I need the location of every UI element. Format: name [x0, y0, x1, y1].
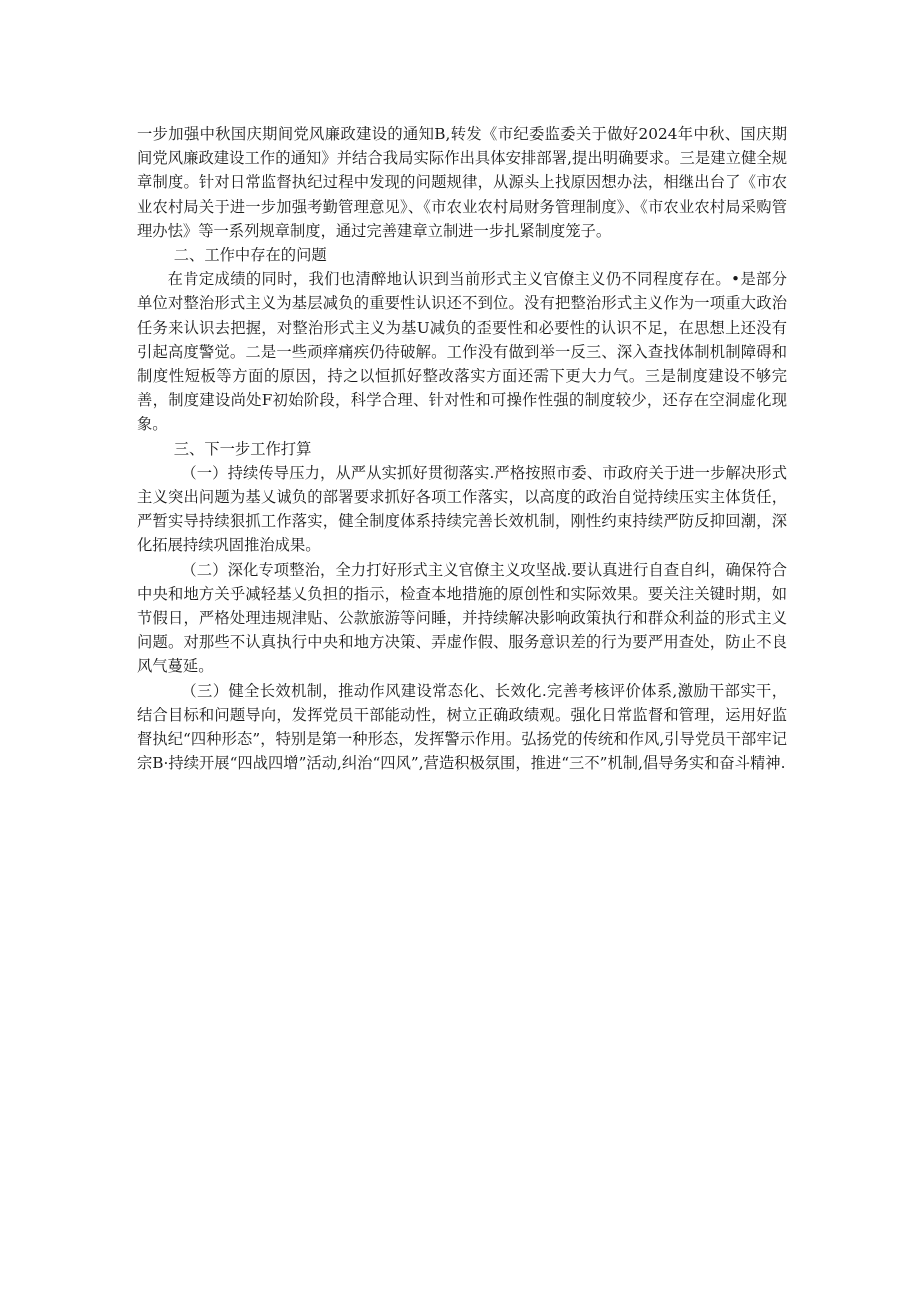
paragraph-continuation: 一步加强中秋国庆期间党风廉政建设的通知B,转发《市纪委监委关于做好2024年中秋、国庆期间党风廉政建设工作的通知》并结合我局实际作出具体安排部署,提出明确要求。三是建立健全规章制度。针对日常监督执纪过程中发现的问题规律，从源头上找原因想办法，相继出台了《市农业农村局关于进一步加强考勤管理意见》、《市农业农村局财务管理制度》、《市农业农村局采购管理办怯》等一系列规章制度，通过完善建章立制进一步扎紧制度笼子。 — [137, 125, 787, 240]
paragraph-item-2: （二）深化专项整治，全力打好形式主义官僚主义攻坚战.要认真进行自查自纠，确保符合中央和地方关乎减轻基乂负担的指示，检查本地措施的原创性和实际效果。要关注关键时期，如节假日，严格处理违规津贴、公款旅游等问睡，并持续解决影响政策执行和群众利益的形式主义问题。对那些不认真执行中央和地方决策、弄虚作假、服务意识差的行为要严用查处，防止不良风气蔓延。 — [137, 560, 787, 676]
section-heading-next-steps: 三、下一步工作打算 — [173, 439, 312, 458]
paragraph-problems: 在肯定成绩的同时，我们也清醉地认识到当前形式主义官僚主义仍不同程度存在。•是部分单位对整治形式主义为基层减负的重要性认识还不到位。没有把整治形式主义作为一项重大政治任务来认识去把握，对整治形式主义为基U减负的歪要性和必要性的认识不足，在思想上还没有引起高度警觉。二是一些顽痒痛疾仍待破解。工作没有做到举一反三、深入查找体制机制障碍和制度性短板等方面的原因，持之以恒抓好整改落实方面还需下更大力气。三是制度建设不够完善，制度建设尚处F初始阶段，科学合理、针对性和可操作性强的制度较少，还存在空洞虚化现象。 — [137, 270, 787, 434]
document-page — [137, 122, 787, 775]
section-heading-problems: 二、工作中存在的问题 — [173, 246, 327, 265]
paragraph-item-3: （三）健全长效机制，推动作风建设常态化、长效化.完善考核评价体系,激励干部实干，结合目标和问题导向，发挥党员干部能动性，树立正确政绩观。强化日常监督和管理，运用好监督执纪“四种形态”，特别是第一种形态，发挥警示作用。弘扬党的传统和作风,引导党员干部牢记宗B·持续开展“四战四增”活动,纠治“四风”,营造积极氛围，推进“三不”机制,倡导务实和奋斗精神. — [137, 681, 787, 773]
paragraph-item-1: （一）持续传导压力，从严从实抓好贯彻落实.严格按照市委、市政府关于进一步解决形式主义突出问题为基乂诚负的部署要求抓好各项工作落实，以高度的政治自觉持续压实主体货任，严暂实导持续狠抓工作落实，健全制度体系持续完善长效机制，刚性约束持续严防反抑回潮，深化拓展持续巩固推治成果。 — [137, 463, 787, 555]
